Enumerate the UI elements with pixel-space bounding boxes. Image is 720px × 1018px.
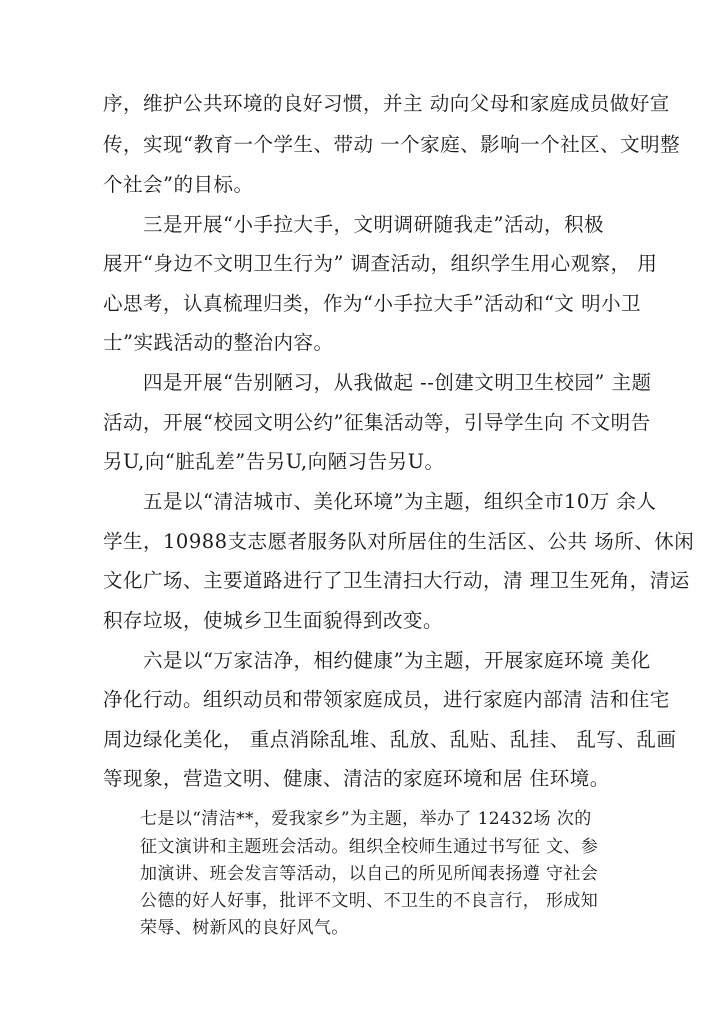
paragraph-line: 五是以“清洁城市、美化环境”为主题，组织全市10万 余人 xyxy=(143,490,657,513)
paragraph-line: 积存垃圾，使城乡卫生面貌得到改变。 xyxy=(103,609,444,632)
paragraph-line: 展开“身边不文明卫生行为” 调查活动，组织学生用心观察， 用 xyxy=(103,252,658,275)
paragraph-line: 征文演讲和主题班会活动。组织全校师生通过书写征 文、参 xyxy=(140,837,599,857)
paragraph-line: 四是开展“告别陋习，从我做起 --创建文明卫生校园” 主题 xyxy=(143,371,652,394)
paragraph-line: 活动，开展“校园文明公约”征集活动等，引导学生向 不文明告 xyxy=(103,411,651,434)
paragraph-line: 周边绿化美化， 重点消除乱堆、乱放、乱贴、乱挂、 乱写、乱画 xyxy=(103,728,677,751)
paragraph-line: 学生，10988支志愿者服务队对所居住的生活区、公共 场所、休闲 xyxy=(103,530,695,553)
paragraph-line: 六是以“万家洁净，相约健康”为主题，开展家庭环境 美化 xyxy=(143,649,651,672)
paragraph-line: 心思考，认真梳理归类，作为“小手拉大手”活动和“文 明小卫 xyxy=(103,292,642,315)
paragraph-line: 公德的好人好事，批评不文明、不卫生的不良言行， 形成知 xyxy=(140,891,599,911)
paragraph-line: 文化广场、主要道路进行了卫生清扫大行动，清 理卫生死角，清运 xyxy=(103,569,690,592)
paragraph-line: 个社会”的目标。 xyxy=(103,173,254,196)
paragraph-line: 序，维护公共环境的良好习惯，并主 动向父母和家庭成员做好宣 xyxy=(103,92,670,115)
paragraph-line: 等现象，营造文明、健康、清洁的家庭环境和居 住环境。 xyxy=(103,767,610,790)
paragraph-line: 七是以“清洁**，爱我家乡”为主题，举办了 12432场 次的 xyxy=(140,809,592,829)
paragraph-line: 传，实现“教育一个学生、带动 一个家庭、影响一个社区、文明整 xyxy=(103,133,681,156)
paragraph-line: 净化行动。组织动员和带领家庭成员，进行家庭内部清 洁和住宅 xyxy=(103,688,670,711)
paragraph-line: 加演讲、班会发言等活动，以自己的所见所闻表扬遵 守社会 xyxy=(140,864,599,884)
paragraph-line: 士”实践活动的整治内容。 xyxy=(103,331,334,354)
paragraph-line: 三是开展“小手拉大手，文明调研随我走”活动，积极 xyxy=(143,213,604,236)
paragraph-line: 另U,向“脏乱差”告另U,向陋习告另U。 xyxy=(103,450,445,473)
paragraph-line: 荣辱、树新风的良好风气。 xyxy=(140,918,349,938)
